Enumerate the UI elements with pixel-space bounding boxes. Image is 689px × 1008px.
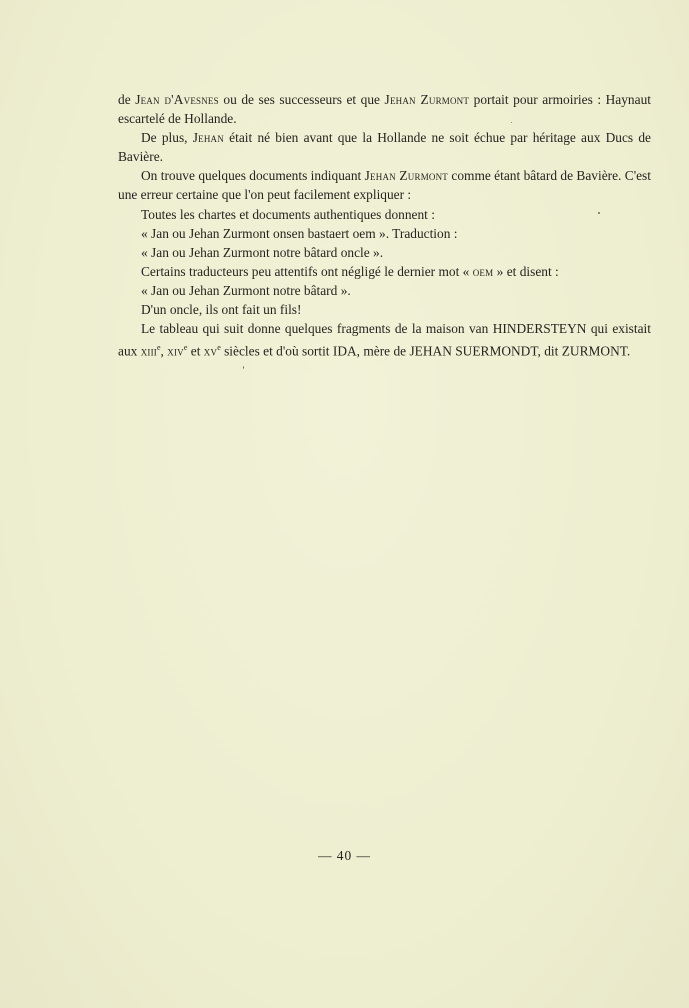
paragraph-10 [118, 319, 651, 361]
century-15: xv [203, 343, 218, 359]
paper-speck [598, 212, 600, 214]
text-run: Le tableau qui suit donne quelques fragments de la maison van HINDERSTEYN qui existait aux [118, 321, 651, 359]
paragraph-5: « Jan ou Jehan Zurmont onsen bastaert oem ». Traduction : [141, 225, 458, 241]
text-run: de [118, 92, 136, 107]
text-run: On trouve quelques documents indiquant [141, 168, 365, 184]
text-run: ou de ses successeurs et que [218, 92, 385, 107]
text-run: Certains traducteurs peu attentifs ont négligé le dernier mot « [141, 263, 473, 279]
name-jehan-zurmont: Jehan Zurmont [384, 92, 470, 107]
word-oem: oem [472, 263, 494, 279]
paragraph-3 [118, 166, 651, 204]
paragraph-7 [118, 262, 651, 281]
paragraph-9: D'un oncle, ils ont fait un fils! [141, 302, 302, 318]
page-number: — 40 — [318, 848, 371, 863]
paragraph-6: « Jan ou Jehan Zurmont notre bâtard oncle ». [141, 244, 384, 260]
paper-speck [511, 122, 512, 123]
text-run: et [187, 343, 204, 359]
superscript-e: e [217, 343, 221, 353]
text-run: comme étant bâtard de Bavière. C'est une erreur certaine que l'on peut facilement expliquer : [118, 168, 651, 203]
paragraph-8: « Jan ou Jehan Zurmont notre bâtard ». [141, 282, 351, 298]
superscript-e: e [183, 343, 188, 353]
paragraph-4: Toutes les chartes et documents authentiques donnent : [141, 206, 435, 222]
name-jean-davesnes: Jean d'Avesnes [135, 92, 219, 107]
text-run: De plus, [141, 130, 193, 146]
body-text [118, 90, 651, 361]
text-run: portait pour armoiries : Haynaut escartelé de Hollande. [118, 92, 651, 127]
paper-speck [243, 366, 244, 369]
text-run: » et disent : [493, 263, 559, 279]
text-run: était né bien avant que la Hollande ne soit échue par héritage aux Ducs de Bavière. [118, 130, 651, 165]
name-jehan-zurmont: Jehan Zurmont [364, 168, 449, 184]
century-13: xiii [140, 343, 157, 359]
paragraph-2 [118, 128, 651, 166]
century-14: xiv [167, 343, 184, 359]
text-run: siècles et d'où sortit IDA, mère de JEHAN SUERMONDT, dit ZURMONT. [220, 343, 631, 359]
text-run: , [160, 343, 168, 359]
paragraph-1 [118, 90, 651, 128]
name-jehan: Jehan [192, 130, 224, 146]
superscript-e: e [156, 343, 161, 353]
